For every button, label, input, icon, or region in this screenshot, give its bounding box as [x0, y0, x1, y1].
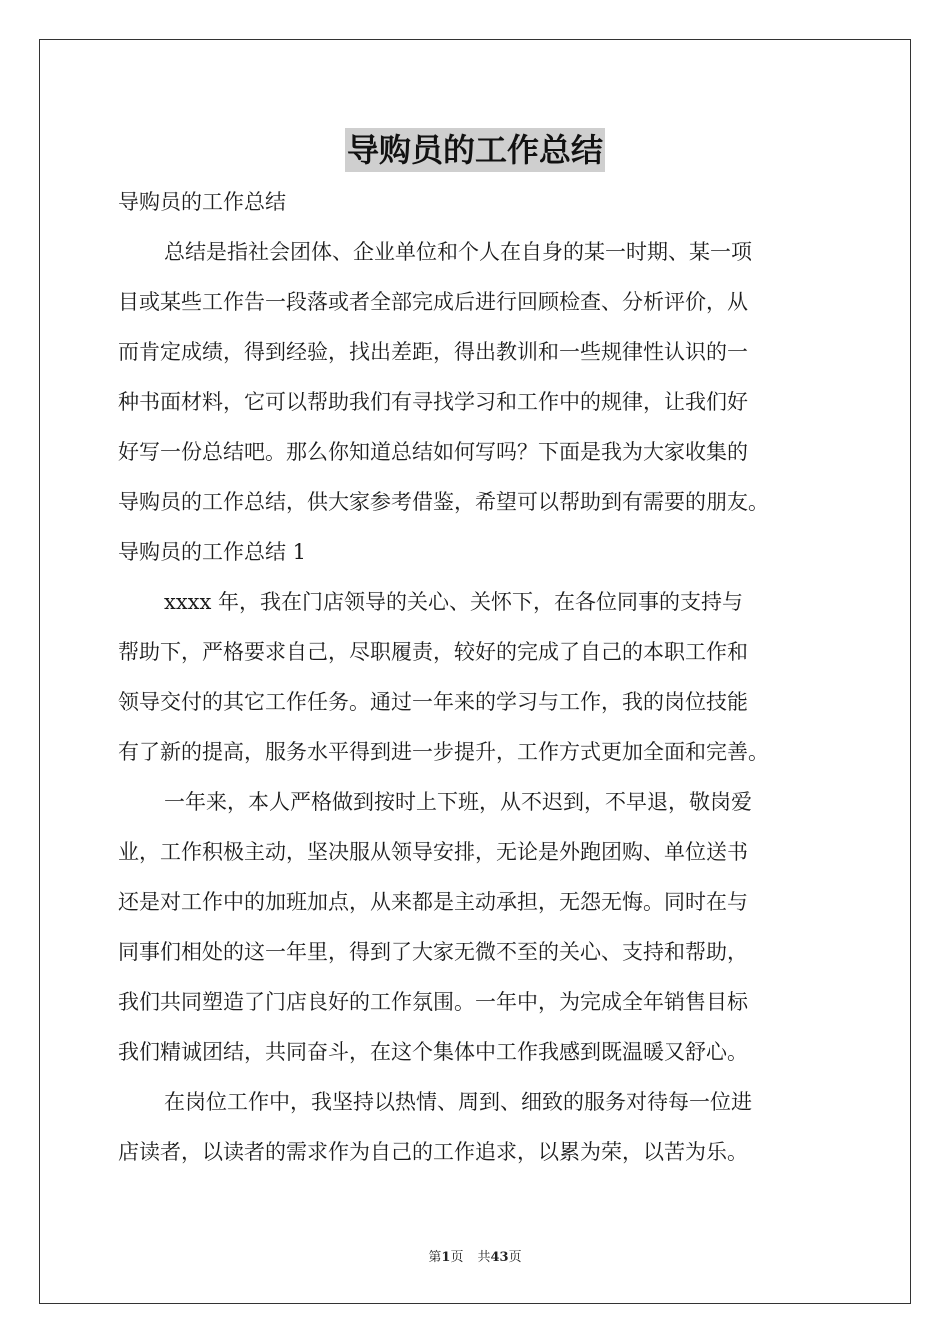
- text-line: 我们精诚团结，共同奋斗，在这个集体中工作我感到既温暖又舒心。: [118, 1040, 748, 1064]
- text-line: 而肯定成绩，得到经验，找出差距，得出教训和一些规律性认识的一: [118, 340, 748, 364]
- text-line: 总结是指社会团体、企业单位和个人在自身的某一时期、某一项: [164, 240, 752, 264]
- text-line: 领导交付的其它工作任务。通过一年来的学习与工作，我的岗位技能: [118, 690, 748, 714]
- text-line: 店读者，以读者的需求作为自己的工作追求，以累为荣，以苦为乐。: [118, 1140, 748, 1164]
- text-line: xxxx 年，我在门店领导的关心、关怀下，在各位同事的支持与: [164, 590, 744, 614]
- text-line: 我们共同塑造了门店良好的工作氛围。一年中，为完成全年销售目标: [118, 990, 748, 1014]
- text-line: 在岗位工作中，我坚持以热情、周到、细致的服务对待每一位进: [164, 1090, 752, 1114]
- text-line: 有了新的提高，服务水平得到进一步提升，工作方式更加全面和完善。: [118, 740, 769, 764]
- title-wrap: [0, 128, 950, 172]
- text-line: 还是对工作中的加班加点，从来都是主动承担，无怨无悔。同时在与: [118, 890, 748, 914]
- footer-total-suffix: 页: [508, 1250, 522, 1265]
- text-line: 导购员的工作总结，供大家参考借鉴，希望可以帮助到有需要的朋友。: [118, 490, 769, 514]
- footer-page-suffix: 页: [450, 1250, 464, 1265]
- document-title: 导购员的工作总结: [345, 128, 605, 172]
- footer-total-pages: 43: [490, 1250, 509, 1265]
- footer-page-prefix: 第: [428, 1250, 442, 1265]
- text-line: 好写一份总结吧。那么你知道总结如何写吗？下面是我为大家收集的: [118, 440, 748, 464]
- text-line: 导购员的工作总结 1: [118, 540, 307, 564]
- footer-page-number: 1: [441, 1250, 451, 1265]
- page-footer: [0, 1249, 950, 1267]
- text-line: 目或某些工作告一段落或者全部完成后进行回顾检查、分析评价，从: [118, 290, 748, 314]
- text-line: 业，工作积极主动，坚决服从领导安排，无论是外跑团购、单位送书: [118, 840, 748, 864]
- text-line: 一年来，本人严格做到按时上下班，从不迟到，不早退，敬岗爱: [164, 790, 752, 814]
- footer-total-prefix: 共: [477, 1250, 491, 1265]
- text-line: 种书面材料，它可以帮助我们有寻找学习和工作中的规律，让我们好: [118, 390, 748, 414]
- document-body: [118, 177, 834, 1177]
- text-line: 导购员的工作总结: [118, 190, 286, 214]
- text-line: 同事们相处的这一年里，得到了大家无微不至的关心、支持和帮助，: [118, 940, 748, 964]
- text-line: 帮助下，严格要求自己，尽职履责，较好的完成了自己的本职工作和: [118, 640, 748, 664]
